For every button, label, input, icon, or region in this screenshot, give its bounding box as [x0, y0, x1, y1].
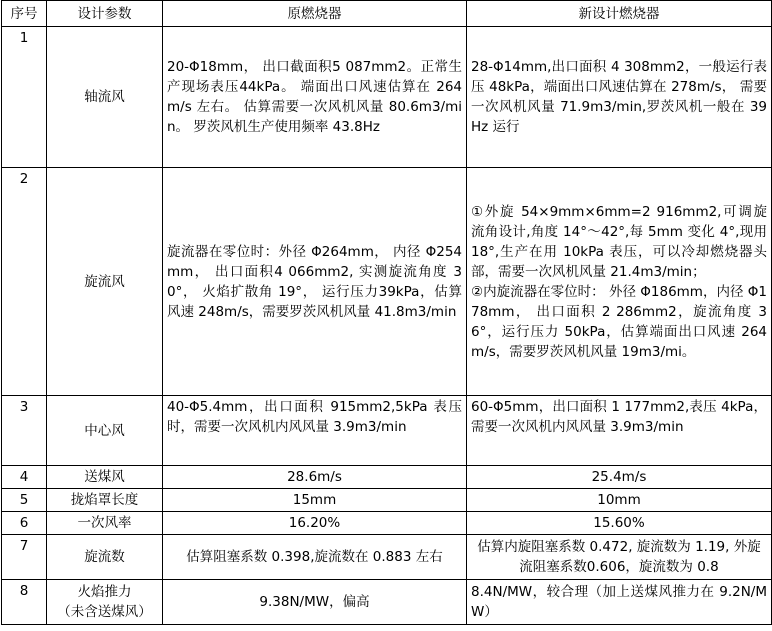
row-original: 40-Φ5.4mm，出口面积 915mm2,5kPa 表压时，需要一次风机内风风量 3.9m3/min [163, 396, 467, 466]
row-number: 3 [2, 396, 47, 466]
table-row [2, 489, 772, 512]
row-param: 旋流数 [47, 535, 163, 580]
row-original: 旋流器在零位时：外径 Φ264mm， 内径 Φ254mm， 出口面积4 066mm2, 实测旋流角度 30°， 火焰扩散角 19°， 运行压力39kPa，估算风速 248m/s，需要罗茨风机风量 41.8m3/min [163, 168, 467, 396]
row-new: 估算内旋阻塞系数 0.472, 旋流数为 1.19, 外旋流阻塞系数0.606，旋流数为 0.8 [467, 535, 772, 580]
row-param [47, 580, 163, 625]
header-no: 序号 [2, 1, 47, 27]
table-row [2, 512, 772, 535]
row-param: 轴流风 [47, 27, 163, 168]
row-original: 16.20% [163, 512, 467, 535]
row-original: 15mm [163, 489, 467, 512]
table-row [2, 27, 772, 168]
param-main: 火焰推力 [77, 584, 132, 600]
header-original: 原燃烧器 [163, 1, 467, 27]
row-original: 20-Φ18mm， 出口截面积5 087mm2。正常生产现场表压44kPa。 端面出口风速估算在 264m/s 左右。 估算需要一次风机风量 80.6m3/min。 罗茨风机生产使用频率 43.8Hz [163, 27, 467, 168]
row-param: 旋流风 [47, 168, 163, 396]
param-sub: （未含送煤风） [57, 604, 152, 620]
row-new: 8.4N/MW，较合理（加上送煤风推力在 9.2N/MW） [467, 580, 772, 625]
row-param: 送煤风 [47, 466, 163, 489]
header-new: 新设计燃烧器 [467, 1, 772, 27]
row-number: 7 [2, 535, 47, 580]
table-row [2, 396, 772, 466]
header-param: 设计参数 [47, 1, 163, 27]
inner-swirl-text: ②内旋流器在零位时： 外径 Φ186mm，内径 Φ178mm， 出口面积 2 286mm2，旋流角度 36°，运行压力 50kPa，估算端面出口风速 264m/s，需要罗茨风机风量 19m3/mi。 [471, 283, 767, 360]
row-original: 估算阻塞系数 0.398,旋流数在 0.883 左右 [163, 535, 467, 580]
table-row [2, 580, 772, 625]
comparison-table [1, 0, 772, 625]
row-number: 2 [2, 168, 47, 396]
row-number: 4 [2, 466, 47, 489]
row-number: 5 [2, 489, 47, 512]
row-new [467, 168, 772, 396]
row-original: 9.38N/MW，偏高 [163, 580, 467, 625]
row-new: 10mm [467, 489, 772, 512]
row-number: 8 [2, 580, 47, 625]
row-new: 15.60% [467, 512, 772, 535]
outer-swirl-text: ①外旋 54×9mm×6mm=2 916mm2,可调旋流角设计,角度 14°～42°,每 5mm 变化 4°,现用 18°,生产在用 10kPa 表压，可以冷却燃烧器头部，需要一次风机风量 21.4m3/min； [471, 203, 767, 280]
row-new: 28-Φ14mm,出口面积 4 308mm2，一般运行表压 48kPa，端面出口风速估算在 278m/s， 需要一次风机风量 71.9m3/min,罗茨风机一般在 39Hz 运行 [467, 27, 772, 168]
row-original: 28.6m/s [163, 466, 467, 489]
row-new: 25.4m/s [467, 466, 772, 489]
row-new: 60-Φ5mm，出口面积 1 177mm2,表压 4kPa，需要一次风机内风风量 3.9m3/min [467, 396, 772, 466]
table-header-row [2, 1, 772, 27]
row-number: 6 [2, 512, 47, 535]
row-param: 拢焰罩长度 [47, 489, 163, 512]
table-row [2, 535, 772, 580]
row-param: 一次风率 [47, 512, 163, 535]
row-number: 1 [2, 27, 47, 168]
table-row [2, 168, 772, 396]
row-param: 中心风 [47, 396, 163, 466]
table-row [2, 466, 772, 489]
